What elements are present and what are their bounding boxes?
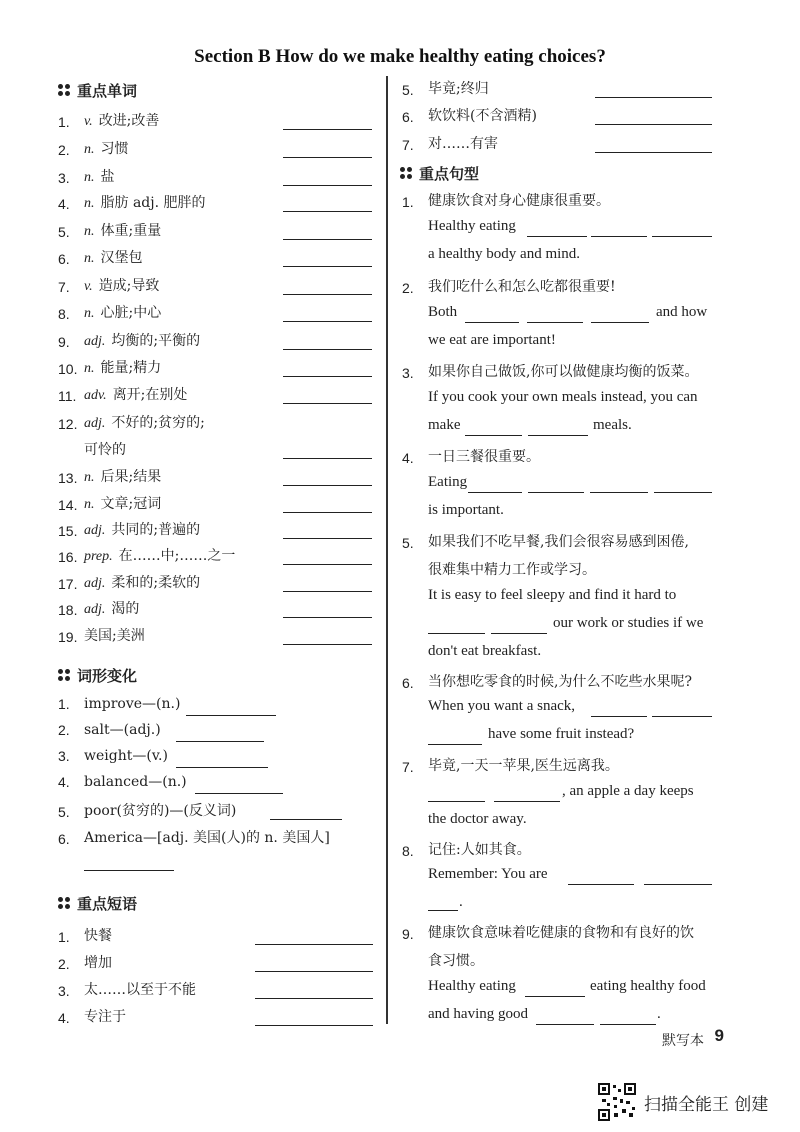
part-of-speech: n. <box>84 224 95 239</box>
answer-blank[interactable] <box>600 1024 656 1025</box>
item-number: 11. <box>58 388 77 404</box>
item-text: 不好的;贫穷的; <box>111 415 205 431</box>
answer-blank[interactable] <box>283 485 372 486</box>
part-of-speech: adj. <box>84 334 106 349</box>
answer-blank[interactable] <box>283 349 372 350</box>
list-item <box>58 827 330 847</box>
answer-blank[interactable] <box>465 435 522 436</box>
answer-blank[interactable] <box>428 801 485 802</box>
answer-blank[interactable] <box>468 492 522 493</box>
answer-blank[interactable] <box>283 129 372 130</box>
clover-icon <box>400 167 413 180</box>
list-item <box>58 545 235 565</box>
item-number: 13. <box>58 470 78 486</box>
sentence-5-en3: don't eat breakfast. <box>428 643 542 659</box>
item-number: 19. <box>58 629 78 645</box>
part-of-speech: n. <box>84 497 95 512</box>
list-item <box>58 774 187 790</box>
scanner-watermark: 扫描全能王 创建 <box>598 1083 768 1121</box>
answer-blank[interactable] <box>428 910 458 911</box>
item-number: 6. <box>58 251 70 267</box>
answer-blank[interactable] <box>283 266 372 267</box>
list-item <box>58 357 161 377</box>
sentence-9-en2: and having good <box>428 1006 528 1022</box>
item-number: 7. <box>58 279 70 295</box>
answer-blank[interactable] <box>283 591 372 592</box>
item-number: 5. <box>58 804 70 820</box>
answer-blank[interactable] <box>595 97 712 98</box>
answer-blank[interactable] <box>283 185 372 186</box>
item-number: 6. <box>402 109 414 125</box>
sentence-4-en: Eating <box>428 474 468 490</box>
sentence-5-en: It is easy to feel sleepy and find it hard to <box>428 587 677 603</box>
sentence-3-cn: 3. 如果你自己做饭,你可以做健康均衡的饭菜。 <box>402 364 699 381</box>
answer-blank[interactable] <box>428 633 485 634</box>
answer-blank[interactable] <box>283 458 372 459</box>
answer-blank[interactable] <box>591 322 649 323</box>
item-number: 7. <box>402 137 414 153</box>
item-number: 15. <box>58 523 78 539</box>
answer-blank[interactable] <box>270 819 342 820</box>
item-number: 4. <box>58 1010 70 1026</box>
item-number: 4. <box>58 774 70 790</box>
part-of-speech: adj. <box>84 576 106 591</box>
answer-blank[interactable] <box>283 512 372 513</box>
sentence-7-cn: 7. 毕竟,一天一苹果,医生远离我。 <box>402 758 619 775</box>
answer-blank[interactable] <box>84 870 174 871</box>
answer-blank[interactable] <box>527 236 587 237</box>
item-text: 文章;冠词 <box>100 496 162 512</box>
answer-blank[interactable] <box>525 996 585 997</box>
item-number: 12. <box>58 416 78 432</box>
sentence-8-cn: 8. 记住:人如其食。 <box>402 842 531 859</box>
item-number: 5. <box>402 82 414 98</box>
list-item <box>58 598 139 618</box>
list-item <box>58 439 126 459</box>
list-item <box>58 384 187 404</box>
list-item <box>58 302 161 322</box>
list-item <box>58 1006 126 1026</box>
sentence-9-cn: 9. 健康饮食意味着吃健康的食物和有良好的饮 <box>402 925 694 942</box>
list-item <box>58 110 159 130</box>
item-number: 16. <box>58 549 78 565</box>
item-number: 2. <box>58 142 70 158</box>
item-number: 1. <box>58 114 70 130</box>
part-of-speech: n. <box>84 361 95 376</box>
list-item <box>58 138 129 158</box>
part-of-speech: n. <box>84 470 95 485</box>
sentence-1-en2: a healthy body and mind. <box>428 246 581 262</box>
list-item <box>58 952 112 972</box>
answer-blank[interactable] <box>590 492 648 493</box>
page-number: 9 <box>714 1026 724 1045</box>
item-text: 增加 <box>84 955 112 971</box>
answer-blank[interactable] <box>283 157 372 158</box>
sentence-7-en1b: , an apple a day keeps <box>562 783 694 799</box>
list-item <box>58 220 161 240</box>
answer-blank[interactable] <box>494 801 560 802</box>
item-number: 2. <box>58 956 70 972</box>
item-number: 6. <box>58 831 70 847</box>
answer-blank[interactable] <box>283 564 372 565</box>
item-text: balanced—(n.) <box>84 774 187 790</box>
sentence-3-en2: make <box>428 417 461 433</box>
sentence-7-en2: the doctor away. <box>428 811 527 827</box>
answer-blank[interactable] <box>255 1025 373 1026</box>
answer-blank[interactable] <box>654 492 712 493</box>
sentence-6-en: When you want a snack, <box>428 698 576 714</box>
vocab-heading: 重点单词 <box>58 80 137 101</box>
item-text: 快餐 <box>84 928 112 944</box>
answer-blank[interactable] <box>283 294 372 295</box>
item-number: 1. <box>58 696 70 712</box>
item-text: 毕竟;终归 <box>428 81 489 97</box>
list-item <box>58 925 112 945</box>
item-number: 18. <box>58 602 78 618</box>
item-number: 5. <box>58 224 70 240</box>
item-text: 脂肪 adj. 肥胖的 <box>100 195 206 211</box>
item-text: 习惯 <box>100 141 129 157</box>
qr-code-icon <box>598 1083 636 1121</box>
answer-blank[interactable] <box>255 998 373 999</box>
item-number: 9. <box>58 334 70 350</box>
list-item <box>58 493 161 513</box>
item-text: 专注于 <box>84 1009 126 1025</box>
sentence-5-en2b: our work or studies if we <box>553 615 704 631</box>
answer-blank[interactable] <box>595 152 712 153</box>
item-text: 盐 <box>100 169 115 185</box>
answer-blank[interactable] <box>591 716 647 717</box>
sentence-2-en: Both <box>428 304 458 320</box>
sentence-2-en1b: and how <box>656 304 708 320</box>
sentences-heading: 重点句型 <box>400 163 479 184</box>
answer-blank[interactable] <box>283 644 372 645</box>
sentence-9-en: Healthy eating <box>428 978 516 994</box>
item-text: 造成;导致 <box>98 278 160 294</box>
part-of-speech: adv. <box>84 388 107 403</box>
answer-blank[interactable] <box>186 715 276 716</box>
sentence-3-en2b: meals. <box>593 417 632 433</box>
answer-blank[interactable] <box>528 492 584 493</box>
answer-blank[interactable] <box>595 124 712 125</box>
part-of-speech: n. <box>84 142 95 157</box>
sentence-3-en: If you cook your own meals instead, you can <box>428 389 698 405</box>
part-of-speech: n. <box>84 306 95 321</box>
list-item <box>58 412 205 432</box>
item-text: 后果;结果 <box>100 469 162 485</box>
item-number: 10. <box>58 361 78 377</box>
item-text: 对……有害 <box>428 136 498 152</box>
period: . <box>657 1006 661 1022</box>
list-item <box>58 247 143 267</box>
part-of-speech: adj. <box>84 602 106 617</box>
list-item <box>58 519 200 539</box>
answer-blank[interactable] <box>283 376 372 377</box>
answer-blank[interactable] <box>283 617 372 618</box>
sentence-9-cn2: 食习惯。 <box>428 953 484 969</box>
item-text: weight—(v.) <box>84 748 168 764</box>
footer-label: 默写本 <box>662 1033 704 1049</box>
answer-blank[interactable] <box>195 793 283 794</box>
part-of-speech: n. <box>84 196 95 211</box>
sentence-4-en2: is important. <box>428 502 504 518</box>
item-number: 4. <box>58 196 70 212</box>
item-text: America—[adj. 美国(人)的 n. 美国人] <box>84 830 330 846</box>
item-number: 1. <box>58 929 70 945</box>
part-of-speech: n. <box>84 170 95 185</box>
answer-blank[interactable] <box>652 716 712 717</box>
answer-blank[interactable] <box>283 321 372 322</box>
item-number: 17. <box>58 576 78 592</box>
item-number: 14. <box>58 497 78 513</box>
list-item <box>58 275 159 295</box>
item-number: 3. <box>58 170 70 186</box>
answer-blank[interactable] <box>283 211 372 212</box>
list-item <box>58 466 161 486</box>
part-of-speech: prep. <box>84 549 113 564</box>
answer-blank[interactable] <box>536 1024 594 1025</box>
item-text: poor(贫穷的)—(反义词) <box>84 803 237 819</box>
clover-icon <box>58 669 71 682</box>
answer-blank[interactable] <box>176 741 264 742</box>
sentence-2-cn: 2. 我们吃什么和怎么吃都很重要! <box>402 279 616 296</box>
item-text: 软饮料(不含酒精) <box>428 108 537 124</box>
list-item <box>58 748 168 764</box>
part-of-speech: n. <box>84 251 95 266</box>
answer-blank[interactable] <box>176 767 268 768</box>
answer-blank[interactable] <box>568 884 634 885</box>
list-item <box>402 78 489 98</box>
list-item <box>58 330 200 350</box>
item-number: 3. <box>58 983 70 999</box>
answer-blank[interactable] <box>652 236 712 237</box>
item-text: 共同的;普遍的 <box>111 522 201 538</box>
item-text: 能量;精力 <box>100 360 162 376</box>
clover-icon <box>58 84 71 97</box>
list-item <box>58 572 200 592</box>
sentence-6-en2b: have some fruit instead? <box>488 726 635 742</box>
item-text: 汉堡包 <box>100 250 143 266</box>
list-item <box>402 105 537 125</box>
part-of-speech: v. <box>84 114 93 129</box>
answer-blank[interactable] <box>591 236 647 237</box>
answer-blank[interactable] <box>528 435 588 436</box>
sentence-5-cn: 5. 如果我们不吃早餐,我们会很容易感到困倦, <box>402 534 689 551</box>
sentence-1-cn: 1. 健康饮食对身心健康很重要。 <box>402 193 610 210</box>
item-text: 改进;改善 <box>98 113 160 129</box>
item-number: 8. <box>58 306 70 322</box>
sentence-5-cn2: 很难集中精力工作或学习。 <box>428 562 596 578</box>
part-of-speech: adj. <box>84 416 106 431</box>
item-text: 柔和的;柔软的 <box>111 575 201 591</box>
list-item <box>58 192 206 212</box>
item-text: 在……中;……之一 <box>118 548 236 564</box>
phrases-heading: 重点短语 <box>58 893 137 914</box>
item-text: 心脏;中心 <box>100 305 162 321</box>
answer-blank[interactable] <box>644 884 712 885</box>
item-text: 美国;美洲 <box>84 628 145 644</box>
answer-blank[interactable] <box>283 403 372 404</box>
page-title: Section B How do we make healthy eating choices? <box>194 46 606 67</box>
answer-blank[interactable] <box>491 633 547 634</box>
list-item <box>58 800 236 820</box>
list-item <box>58 625 145 645</box>
period: . <box>459 894 463 910</box>
answer-blank[interactable] <box>465 322 519 323</box>
item-text: 可怜的 <box>84 442 126 458</box>
list-item <box>402 133 498 153</box>
part-of-speech: adj. <box>84 523 106 538</box>
sentence-9-en1b: eating healthy food <box>590 978 706 994</box>
item-text: salt—(adj.) <box>84 722 161 738</box>
item-number: 3. <box>58 748 70 764</box>
part-of-speech: v. <box>84 279 93 294</box>
list-item <box>58 722 161 738</box>
answer-blank[interactable] <box>255 944 373 945</box>
answer-blank[interactable] <box>428 744 482 745</box>
item-text: 均衡的;平衡的 <box>111 333 201 349</box>
answer-blank[interactable] <box>283 538 372 539</box>
list-item <box>58 696 180 712</box>
item-text: 离开;在别处 <box>112 387 188 403</box>
item-text: 体重;重量 <box>100 223 162 239</box>
item-text: 太……以至于不能 <box>84 982 196 998</box>
sentence-6-cn: 6. 当你想吃零食的时候,为什么不吃些水果呢? <box>402 674 692 691</box>
clover-icon <box>58 897 71 910</box>
answer-blank[interactable] <box>255 971 373 972</box>
item-number: 2. <box>58 722 70 738</box>
forms-heading: 词形变化 <box>58 665 137 686</box>
sentence-4-cn: 4. 一日三餐很重要。 <box>402 449 540 466</box>
answer-blank[interactable] <box>283 239 372 240</box>
sentence-1-en: Healthy eating <box>428 218 516 234</box>
sentence-8-en: Remember: You are <box>428 866 548 882</box>
column-divider <box>386 76 388 1024</box>
sentence-2-en2: we eat are important! <box>428 332 556 348</box>
list-item <box>58 979 196 999</box>
answer-blank[interactable] <box>527 322 583 323</box>
item-text: 渴的 <box>111 601 140 617</box>
item-text: improve—(n.) <box>84 696 181 712</box>
list-item <box>58 166 115 186</box>
